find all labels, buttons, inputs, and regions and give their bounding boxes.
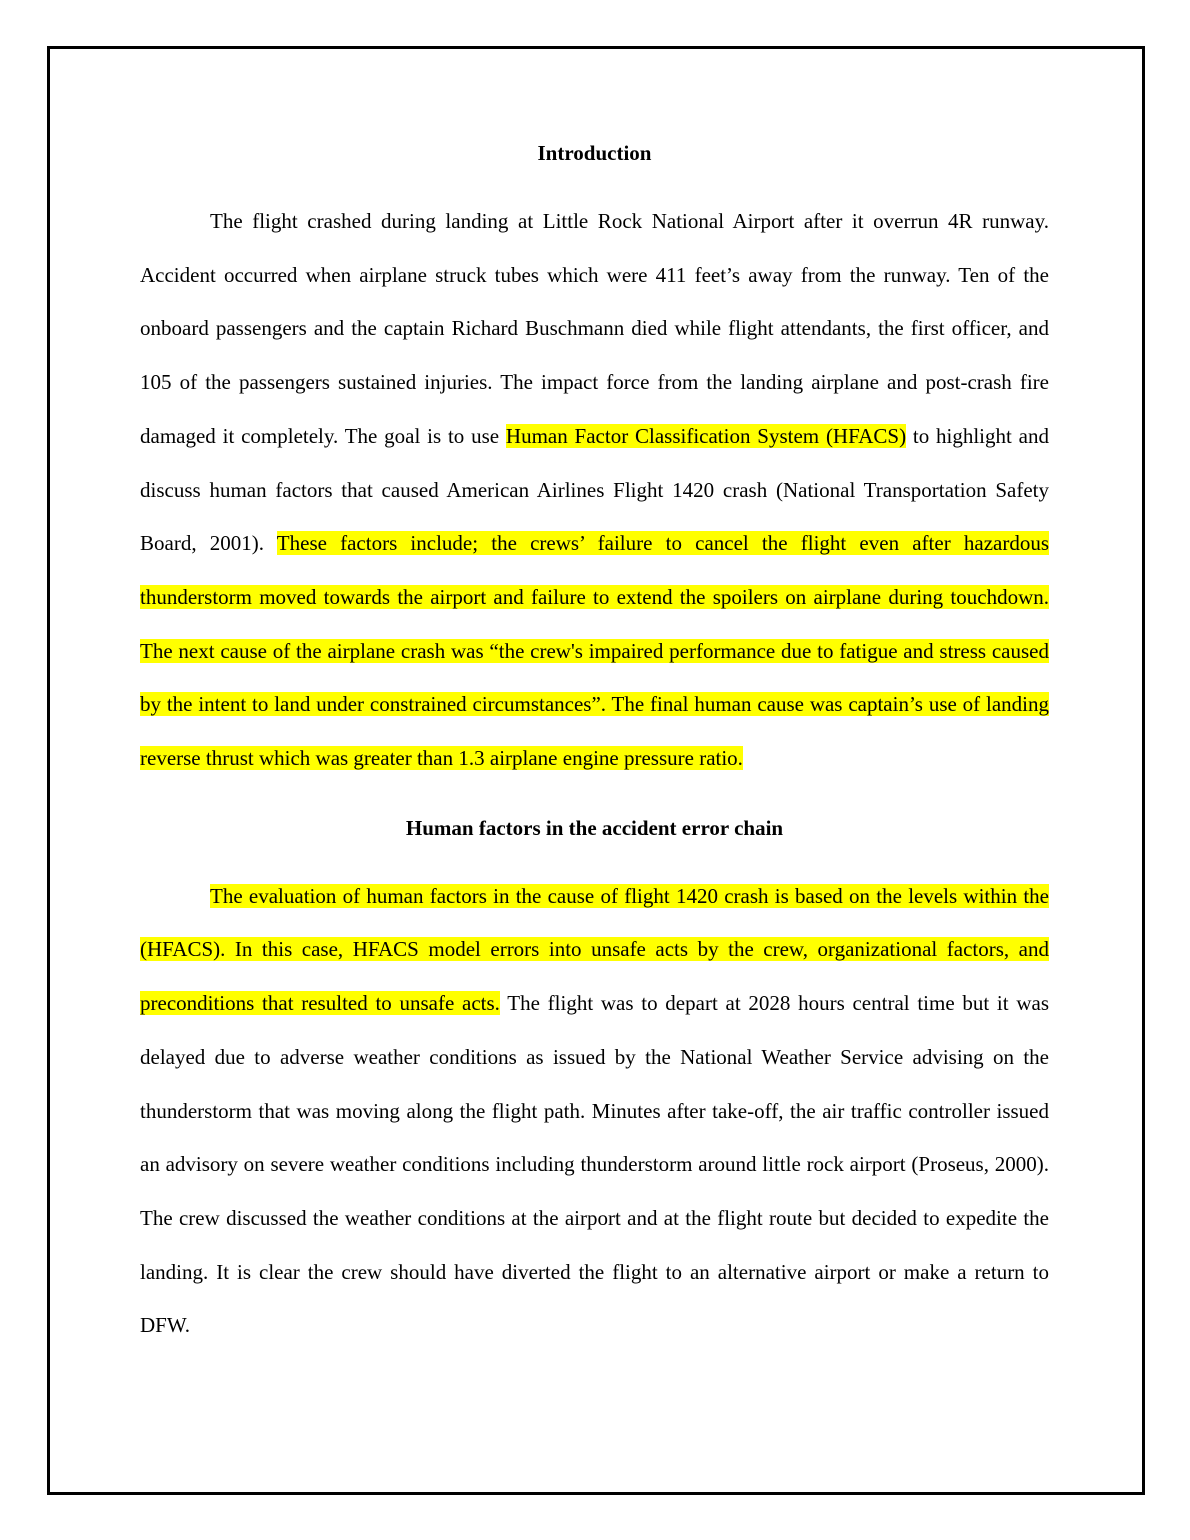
- document-body: [140, 126, 1049, 1353]
- highlighted-text-run: These factors include; the crews’ failure to cancel the flight even after hazardous thunderstorm moved towards the airport and failure to extend the spoilers on airplane during touchdown. The next cause of the airplane crash was “the crew's impaired performance due to fatigue and stress caused by the intent to land under constrained circumstances”. The final human cause was captain’s use of landing reverse thrust which was greater than 1.3 airplane engine pressure ratio.: [140, 531, 1050, 771]
- text-run: to highlight and discuss human factors that caused American Airlines Flight 1420 crash (National Transportation Safety Board, 2001).: [140, 423, 1049, 556]
- human-factors-paragraph: [140, 870, 1049, 1353]
- text-run: The flight crashed during landing at Little Rock National Airport after it overrun 4R runway. Accident occurred when airplane struck tubes which were 411 feet’s away from the runway. Ten of the onboard passengers and the captain Richard Buschmann died while flight attendants, the first officer, and 105 of the passengers sustained injuries. The impact force from the landing airplane and post-crash fire damaged it completely. The goal is to use: [140, 209, 1049, 448]
- highlighted-text-run: Human Factor Classification System (HFACS): [505, 423, 907, 448]
- section-heading-introduction: Introduction: [537, 141, 652, 165]
- introduction-paragraph: [140, 195, 1049, 786]
- highlighted-text-run: The evaluation of human factors in the cause of flight 1420 crash is based on the levels within the (HFACS). In this case, HFACS model errors into unsafe acts by the crew, organizational factors, and preconditions that resulted to unsafe acts.: [140, 883, 1049, 1016]
- text-run: The flight was to depart at 2028 hours central time but it was delayed due to adverse weather conditions as issued by the National Weather Service advising on the thunderstorm that was moving along the flight path. Minutes after take-off, the air traffic controller issued an advisory on severe weather conditions including thunderstorm around little rock airport (Proseus, 2000). The crew discussed the weather conditions at the airport and at the flight route but decided to expedite the landing. It is clear the crew should have diverted the flight to an alternative airport or make a return to DFW.: [140, 991, 1049, 1338]
- section-heading-human-factors: Human factors in the accident error chain: [405, 815, 784, 840]
